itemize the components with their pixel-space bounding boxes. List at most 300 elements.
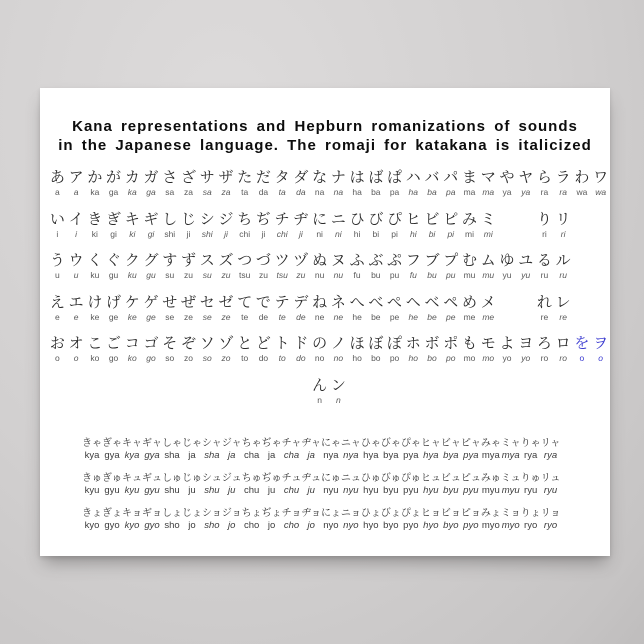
kana-cell (535, 251, 554, 293)
romaji-label: gyo (144, 520, 160, 531)
romaji-label: i (56, 228, 59, 239)
empty-cell (591, 251, 610, 293)
kana-cell (441, 472, 461, 507)
gojuon-kana-grid (48, 168, 610, 417)
kana-cell (441, 507, 461, 542)
kana-cell (381, 437, 401, 472)
romaji-label: jo (307, 520, 315, 531)
kana-cell (123, 334, 142, 376)
romaji-label: myu (501, 485, 520, 496)
romaji-label: ji (261, 228, 266, 239)
kana-cell (85, 293, 104, 335)
kana-glyph: りょ (520, 508, 541, 519)
kana-glyph: ミュ (500, 473, 521, 484)
kana-glyph: ソ (199, 335, 215, 352)
romaji-label: mu (463, 270, 476, 280)
romaji-label: u (54, 270, 60, 280)
kana-cell (162, 437, 182, 472)
kana-cell (361, 507, 381, 542)
kana-cell (198, 251, 217, 293)
romaji-label: hya (363, 450, 379, 461)
romaji-label: pe (389, 311, 400, 322)
kana-glyph: ジ (218, 210, 234, 228)
romaji-label: ba (371, 187, 381, 197)
romaji-label: o (73, 353, 79, 363)
romaji-label: de (258, 311, 269, 322)
romaji-label: shi (201, 228, 213, 239)
kana-cell (282, 472, 302, 507)
empty-cell (573, 251, 592, 293)
kana-cell (217, 293, 236, 335)
kana-glyph: ピ (443, 210, 459, 228)
kana-cell (310, 210, 329, 252)
romaji-label: sha (204, 450, 220, 461)
kana-cell (521, 472, 541, 507)
kana-cell (329, 210, 348, 252)
romaji-label: de (296, 311, 306, 322)
romaji-label: yu (521, 270, 531, 280)
romaji-label: zu (296, 270, 306, 280)
kana-glyph: ヂャ (301, 438, 322, 449)
empty-cell (235, 376, 254, 418)
romaji-label: chi (239, 228, 251, 239)
romaji-label: bu (371, 270, 381, 280)
romaji-label: o (598, 353, 603, 363)
kana-cell (348, 210, 367, 252)
kana-cell (385, 168, 404, 210)
kana-cell (262, 472, 282, 507)
kana-glyph: ス (199, 252, 215, 269)
kana-glyph: ネ (330, 293, 346, 311)
kana-cell (254, 293, 273, 335)
kana-cell (381, 472, 401, 507)
kana-glyph: づ (255, 252, 271, 269)
kana-glyph: く (87, 252, 103, 269)
kana-cell (102, 472, 122, 507)
kana-glyph: た (237, 169, 253, 186)
romaji-label: cha (283, 450, 300, 461)
romaji-label: gyu (104, 485, 120, 496)
empty-cell (498, 376, 517, 418)
romaji-label: so (165, 353, 175, 363)
kana-glyph: ふ (349, 252, 365, 269)
romaji-label: gyu (144, 485, 160, 496)
kana-glyph: ズ (218, 252, 234, 269)
kana-cell (591, 334, 610, 376)
kana-glyph: きゃ (82, 438, 102, 449)
romaji-label: ni (316, 228, 323, 239)
romaji-label: pyu (463, 485, 479, 496)
kana-glyph: の (312, 335, 328, 352)
romaji-label: ro (540, 353, 549, 363)
kana-cell (82, 472, 102, 507)
kana-glyph: う (49, 252, 65, 269)
kana-cell (292, 210, 311, 252)
kana-cell (366, 293, 385, 335)
empty-cell (179, 376, 198, 418)
kana-cell (142, 251, 161, 293)
kana-glyph: ど (255, 335, 271, 352)
romaji-label: myo (501, 520, 520, 531)
kana-cell (310, 293, 329, 335)
kana-cell (235, 334, 254, 376)
kana-cell (182, 437, 202, 472)
kana-glyph: きゅ (82, 473, 102, 484)
kana-glyph: シャ (202, 438, 222, 449)
kana-cell (202, 437, 222, 472)
romaji-label: bo (371, 353, 381, 363)
kana-cell (498, 251, 517, 293)
romaji-label: ja (307, 450, 315, 461)
romaji-label: kyo (124, 520, 140, 531)
romaji-label: ke (127, 311, 137, 322)
kana-glyph: ほ (349, 335, 365, 352)
kana-cell (122, 472, 142, 507)
kana-glyph: ご (106, 335, 122, 352)
kana-glyph: びゅ (380, 473, 401, 484)
kana-glyph: カ (124, 169, 140, 186)
romaji-label: na (314, 187, 325, 197)
kana-cell (102, 437, 122, 472)
kana-cell (421, 472, 441, 507)
romaji-label: pyo (403, 520, 419, 531)
romaji-label: kyu (124, 485, 140, 496)
kana-glyph: ぬ (312, 252, 328, 269)
kana-glyph: せ (162, 293, 178, 311)
kana-glyph: へ (349, 293, 365, 311)
kana-glyph: ヅ (293, 252, 309, 269)
romaji-label: gya (144, 450, 160, 461)
kana-cell (142, 168, 161, 210)
kana-cell (341, 472, 361, 507)
kana-glyph: ビュ (440, 473, 461, 484)
kana-cell (501, 472, 521, 507)
kana-cell (67, 210, 86, 252)
romaji-label: ju (267, 485, 276, 496)
title-line-2: in the Japanese language. The romaji for katakana is italicized (58, 136, 592, 154)
kana-cell (198, 168, 217, 210)
romaji-label: ru (559, 270, 567, 280)
romaji-label: to (278, 353, 286, 363)
kana-cell (329, 251, 348, 293)
kana-cell (404, 251, 423, 293)
kana-glyph: しゅ (162, 473, 182, 484)
empty-cell (273, 376, 292, 418)
kana-cell (385, 293, 404, 335)
kana-glyph: りゅ (520, 473, 541, 484)
romaji-label: myu (481, 485, 500, 496)
romaji-label: ryu (524, 485, 538, 496)
kana-cell (501, 507, 521, 542)
kana-cell (142, 507, 162, 542)
kana-glyph: だ (255, 169, 271, 186)
kana-cell (310, 334, 329, 376)
romaji-label: bya (443, 450, 459, 461)
kana-cell (381, 507, 401, 542)
kana-cell (310, 168, 329, 210)
kana-cell (123, 293, 142, 335)
kana-glyph: ゆ (499, 252, 515, 269)
romaji-label: ko (90, 353, 100, 363)
empty-cell (516, 210, 535, 252)
kana-glyph: びょ (380, 508, 401, 519)
romaji-label: jo (188, 520, 196, 531)
kana-cell (385, 334, 404, 376)
romaji-label: to (241, 353, 249, 363)
kana-cell (162, 507, 182, 542)
kana-glyph: チ (274, 210, 290, 228)
kana-cell (341, 507, 361, 542)
kana-cell (554, 334, 573, 376)
romaji-label: n (317, 394, 322, 405)
romaji-label: u (73, 270, 79, 280)
kana-glyph: じゅ (182, 473, 202, 484)
romaji-label: ni (335, 228, 342, 239)
kana-glyph: か (87, 169, 103, 186)
kana-cell (48, 210, 67, 252)
romaji-label: yo (502, 353, 512, 363)
kana-cell (202, 507, 222, 542)
kana-cell (348, 168, 367, 210)
romaji-label: jo (228, 520, 236, 531)
romaji-label: hi (353, 228, 361, 239)
romaji-label: e (54, 311, 60, 322)
romaji-label: rya (543, 450, 558, 461)
kana-glyph: リョ (540, 508, 561, 519)
empty-cell (366, 376, 385, 418)
kana-glyph: ピャ (460, 438, 481, 449)
empty-cell (67, 376, 86, 418)
kana-cell (481, 507, 501, 542)
kana-glyph: ひ (349, 210, 365, 228)
kana-cell (198, 293, 217, 335)
kana-cell (104, 251, 123, 293)
kana-glyph: ヒ (405, 210, 421, 228)
romaji-label: gi (110, 228, 117, 239)
romaji-label: nya (343, 450, 359, 461)
kana-glyph: ギャ (142, 438, 162, 449)
romaji-label: ga (108, 187, 119, 197)
kana-cell (401, 472, 421, 507)
kana-cell (254, 210, 273, 252)
kana-cell (254, 251, 273, 293)
romaji-label: cho (283, 520, 300, 531)
kana-glyph: ギュ (142, 473, 162, 484)
romaji-label: gu (108, 270, 119, 280)
kana-glyph: ヤ (518, 169, 534, 186)
kana-glyph: ヲ (593, 335, 609, 352)
empty-cell (479, 376, 498, 418)
kana-glyph: フ (405, 252, 421, 269)
kana-glyph: ゼ (218, 293, 234, 311)
kana-glyph: ぎゅ (102, 473, 122, 484)
romaji-label: e (73, 311, 79, 322)
kana-cell (262, 507, 282, 542)
kana-glyph: ノ (330, 335, 346, 352)
romaji-label: ji (299, 228, 303, 239)
empty-cell (554, 376, 573, 418)
kana-glyph: チュ (281, 473, 302, 484)
kana-cell (222, 437, 242, 472)
romaji-label: n (335, 394, 341, 405)
kana-cell (401, 507, 421, 542)
romaji-label: ja (228, 450, 236, 461)
kana-glyph: ヂュ (301, 473, 322, 484)
kana-glyph: ン (330, 376, 346, 394)
romaji-label: da (296, 187, 306, 197)
empty-cell (104, 376, 123, 418)
empty-cell (460, 376, 479, 418)
kana-cell (321, 437, 341, 472)
romaji-label: ju (307, 485, 315, 496)
kana-glyph: チャ (281, 438, 302, 449)
romaji-label: za (184, 187, 193, 197)
kana-cell (423, 334, 442, 376)
romaji-label: ke (90, 311, 100, 322)
romaji-label: i (75, 228, 78, 239)
empty-cell (385, 376, 404, 418)
romaji-label: ma (482, 187, 495, 197)
empty-cell (573, 376, 592, 418)
kana-cell (292, 334, 311, 376)
romaji-label: pyo (463, 520, 479, 531)
kana-cell (361, 437, 381, 472)
kana-glyph: パ (443, 169, 459, 186)
kana-glyph: シュ (202, 473, 222, 484)
kana-glyph: ぢ (255, 210, 271, 228)
kana-cell (554, 210, 573, 252)
kana-cell (573, 168, 592, 210)
romaji-label: hyu (423, 485, 439, 496)
romaji-label: hyu (363, 485, 379, 496)
romaji-label: o (579, 353, 585, 363)
romaji-label: so (202, 353, 212, 363)
romaji-label: wa (595, 187, 607, 197)
kana-glyph: ペ (443, 293, 459, 311)
romaji-label: da (258, 187, 269, 197)
kana-glyph: オ (68, 335, 84, 352)
kana-cell (142, 437, 162, 472)
kana-glyph: さ (162, 169, 178, 186)
romaji-label: pe (446, 311, 456, 322)
kana-cell (498, 168, 517, 210)
romaji-label: jo (267, 520, 276, 531)
romaji-label: ru (540, 270, 549, 280)
kana-glyph: リ (555, 210, 571, 228)
kana-glyph: ラ (555, 169, 571, 186)
kana-cell (301, 507, 321, 542)
kana-glyph: ぴょ (400, 508, 421, 519)
kana-glyph: リュ (540, 473, 561, 484)
romaji-label: ku (90, 270, 100, 280)
romaji-label: a (54, 187, 60, 197)
romaji-label: ba (427, 187, 437, 197)
kana-cell (479, 210, 498, 252)
kana-cell (516, 251, 535, 293)
kana-cell (404, 168, 423, 210)
kana-cell (273, 251, 292, 293)
kana-glyph: ジュ (221, 473, 242, 484)
romaji-label: su (165, 270, 175, 280)
kana-cell (441, 210, 460, 252)
kana-glyph: セ (199, 293, 215, 311)
romaji-label: fu (409, 270, 417, 280)
empty-cell (348, 376, 367, 418)
romaji-label: pya (463, 450, 479, 461)
romaji-label: mu (482, 270, 495, 280)
kana-glyph: チョ (281, 508, 302, 519)
kana-glyph: ニョ (340, 508, 361, 519)
kana-glyph: れ (536, 293, 552, 311)
kana-glyph: ヂョ (301, 508, 322, 519)
kana-cell (217, 168, 236, 210)
romaji-label: go (108, 353, 119, 363)
kana-glyph: ぞ (180, 335, 196, 352)
kana-glyph: コ (124, 335, 140, 352)
kana-glyph: ク (124, 252, 140, 269)
kana-cell (292, 293, 311, 335)
kana-cell (273, 293, 292, 335)
empty-cell (516, 293, 535, 335)
romaji-label: a (73, 187, 79, 197)
kana-glyph: ヒャ (420, 438, 441, 449)
kana-glyph: タ (274, 169, 290, 186)
romaji-label: ya (502, 187, 512, 197)
kana-cell (179, 334, 198, 376)
kana-glyph: ミョ (500, 508, 521, 519)
empty-cell (142, 376, 161, 418)
romaji-label: ta (278, 187, 286, 197)
kana-glyph: ニャ (340, 438, 361, 449)
kana-cell (421, 507, 441, 542)
kana-cell (301, 472, 321, 507)
kana-glyph: ゾ (218, 335, 234, 352)
romaji-label: ya (521, 187, 531, 197)
romaji-label: ka (90, 187, 100, 197)
kana-glyph: シ (199, 210, 215, 228)
kana-cell (461, 507, 481, 542)
kana-glyph: じゃ (182, 438, 202, 449)
kana-glyph: ぶ (368, 252, 384, 269)
romaji-label: ra (540, 187, 549, 197)
kana-cell (104, 168, 123, 210)
empty-cell (591, 210, 610, 252)
romaji-label: re (540, 311, 549, 322)
romaji-label: ge (146, 311, 156, 322)
romaji-label: zu (184, 270, 193, 280)
kana-glyph: みょ (480, 508, 501, 519)
kana-cell (202, 472, 222, 507)
kana-glyph: い (49, 210, 65, 228)
kana-glyph: ゴ (143, 335, 159, 352)
kana-glyph: びゃ (380, 438, 401, 449)
kana-glyph: ちょ (241, 508, 262, 519)
romaji-label: do (258, 353, 269, 363)
kana-cell (329, 168, 348, 210)
kana-cell (254, 168, 273, 210)
kana-glyph: ピョ (460, 508, 481, 519)
kana-cell (48, 251, 67, 293)
kana-cell (162, 472, 182, 507)
kana-cell (541, 507, 561, 542)
kana-cell (329, 376, 348, 418)
kana-glyph: ジャ (221, 438, 242, 449)
kana-glyph: び (368, 210, 384, 228)
kana-cell (554, 168, 573, 210)
kana-glyph: ヘ (405, 293, 421, 311)
kana-glyph: ド (293, 335, 309, 352)
empty-cell (498, 293, 517, 335)
